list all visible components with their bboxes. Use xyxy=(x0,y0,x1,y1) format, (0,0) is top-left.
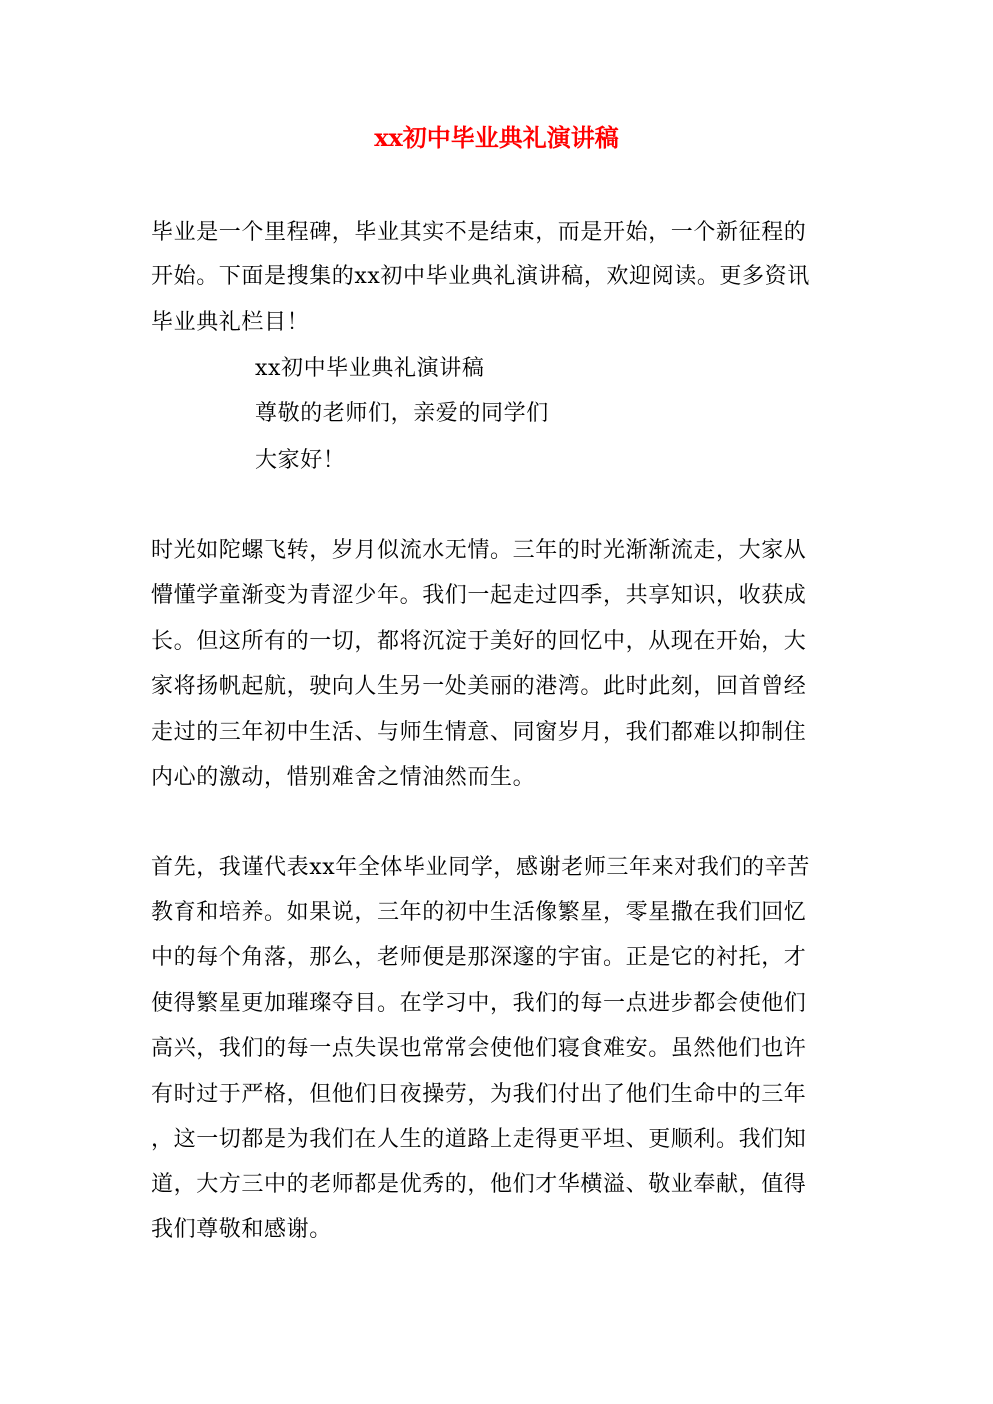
intro-line: 毕业典礼栏目！ xyxy=(151,310,310,335)
document-title: xx初中毕业典礼演讲稿 xyxy=(374,123,619,152)
paragraph2-line: ，这一切都是为我们在人生的道路上走得更平坦、更顺利。我们知 xyxy=(151,1127,807,1152)
greeting-line: 大家好！ xyxy=(255,448,346,473)
intro-line: 毕业是一个里程碑，毕业其实不是结束，而是开始，一个新征程的 xyxy=(151,220,807,245)
paragraph1-line: 内心的激动，惜别难舍之情油然而生。 xyxy=(151,765,536,790)
salutation-line: 尊敬的老师们，亲爱的同学们 xyxy=(255,401,549,426)
paragraph1-line: 长。但这所有的一切，都将沉淀于美好的回忆中，从现在开始，大 xyxy=(151,629,807,654)
paragraph2-line: 道，大方三中的老师都是优秀的，他们才华横溢、敬业奉献，值得 xyxy=(151,1172,807,1197)
paragraph1-line: 时光如陀螺飞转，岁月似流水无情。三年的时光渐渐流走，大家从 xyxy=(151,538,807,563)
paragraph2-line: 教育和培养。如果说，三年的初中生活像繁星，零星撒在我们回忆 xyxy=(151,900,807,925)
paragraph2-line: 我们尊敬和感谢。 xyxy=(151,1217,332,1242)
paragraph1-line: 懵懂学童渐变为青涩少年。我们一起走过四季，共享知识，收获成 xyxy=(151,583,807,608)
paragraph2-line: 中的每个角落，那么，老师便是那深邃的宇宙。正是它的衬托，才 xyxy=(151,945,807,970)
paragraph2-line: 使得繁星更加璀璨夺目。在学习中，我们的每一点进步都会使他们 xyxy=(151,991,807,1016)
paragraph2-line: 首先，我谨代表xx年全体毕业同学，感谢老师三年来对我们的辛苦 xyxy=(151,855,810,880)
intro-line: 开始。下面是搜集的xx初中毕业典礼演讲稿，欢迎阅读。更多资讯 xyxy=(151,264,810,289)
paragraph2-line: 高兴，我们的每一点失误也常常会使他们寝食难安。虽然他们也许 xyxy=(151,1036,807,1061)
paragraph1-line: 走过的三年初中生活、与师生情意、同窗岁月，我们都难以抑制住 xyxy=(151,720,807,745)
speech-title-line: xx初中毕业典礼演讲稿 xyxy=(255,356,485,381)
paragraph1-line: 家将扬帆起航，驶向人生另一处美丽的港湾。此时此刻，回首曾经 xyxy=(151,674,807,699)
paragraph2-line: 有时过于严格，但他们日夜操劳，为我们付出了他们生命中的三年 xyxy=(151,1082,807,1107)
